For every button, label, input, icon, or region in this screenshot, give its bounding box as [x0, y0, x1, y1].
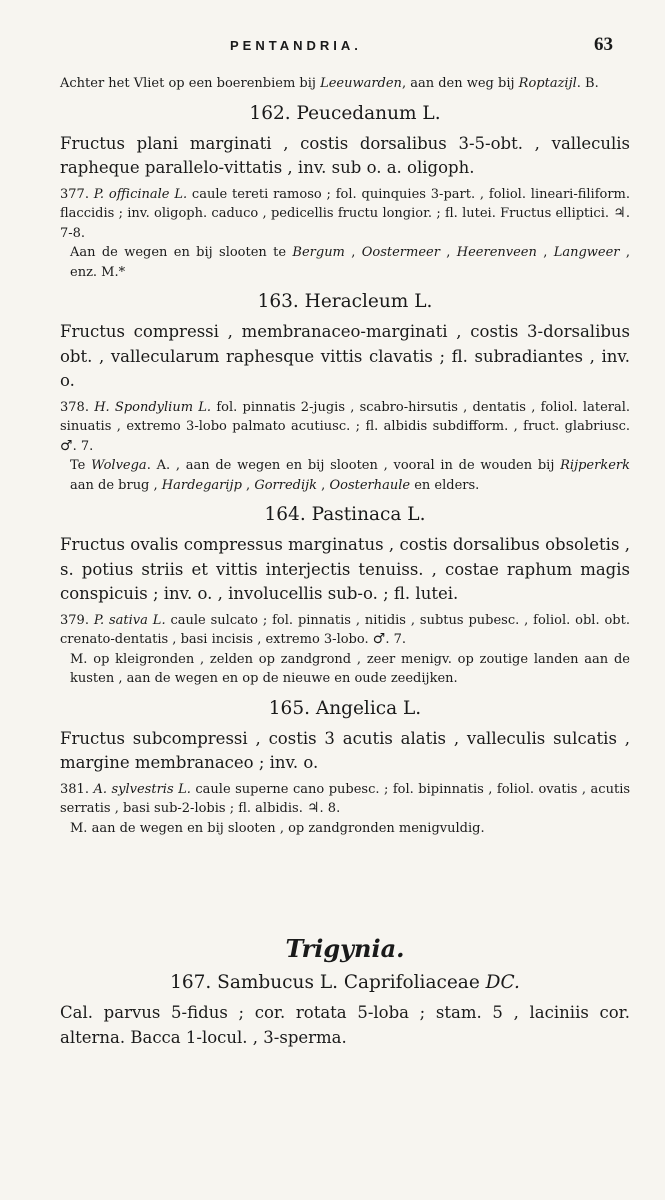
text-run: , [241, 477, 255, 493]
botanical-symbol: ♂ [372, 631, 386, 647]
text-run: . B. [576, 76, 599, 91]
text-run: Aan de wegen en bij slooten te [70, 245, 293, 260]
text-run: Gorredijk [254, 477, 318, 493]
species-entry [60, 456, 630, 495]
text-run: Leeuwarden [320, 76, 402, 91]
species-entry [60, 185, 630, 244]
text-run: 162. Peucedanum L. [249, 102, 441, 124]
text-run: . 7. [72, 438, 94, 454]
text-run: P. sativa L. [93, 612, 166, 628]
species-entry [60, 74, 630, 94]
genus-heading [60, 503, 630, 527]
text-run: A. sylvestris L. [93, 781, 191, 797]
text-run: , [344, 245, 362, 260]
text-run: Cal. parvus 5-fidus ; cor. rotata 5-loba ; stam. 5 , laciniis cor. alterna. Bacca 1-locul. , 3-sperma. [60, 1003, 630, 1047]
text-run: Fructus plani marginati , costis dorsalibus 3-5-obt. , valleculis rapheque parallelo-vittatis , inv. sub o. a. oligoph. [60, 133, 630, 177]
page-number: 63 [594, 34, 613, 55]
botanical-symbol: ♃ [613, 205, 626, 221]
genus-heading [60, 290, 630, 314]
text-run: . 8. [319, 801, 341, 816]
species-entry [60, 780, 630, 819]
text-run: P. officinale L. [93, 186, 188, 202]
text-run: Roptazijl [518, 76, 577, 91]
text-run: Oostermeer [361, 245, 440, 260]
text-run: , [536, 245, 554, 260]
text-run: Fructus compressi , membranaceo-marginati , costis 3-dorsalibus obt. , vallecularum raphesque vittis clavatis ; fl. subradiantes , inv. o. [60, 322, 630, 390]
genus-heading [60, 102, 630, 126]
page-header [60, 34, 625, 60]
text-run: Oosterhaule [329, 477, 411, 493]
text-run: Bergum [292, 245, 345, 260]
species-entry [60, 819, 630, 839]
text-run: 164. Pastinaca L. [264, 504, 426, 525]
text-run: Achter het Vliet op een boerenbiem bij [60, 76, 321, 91]
genus-description [60, 533, 630, 607]
genus-description [60, 727, 630, 776]
genus-heading [60, 697, 630, 721]
page-body [60, 74, 630, 1054]
text-run: , [317, 477, 330, 493]
text-run: 163. Heracleum L. [257, 291, 433, 312]
species-entry [60, 611, 630, 650]
botanical-symbol: ♃ [306, 800, 320, 816]
species-entry [60, 398, 630, 457]
text-run: Trigynia. [285, 934, 405, 963]
text-run: caule sulcato ; fol. pinnatis , nitidis , subtus pubesc. , foliol. obl. obt. crenato-dentatis , basi incisis , extremo 3-lobo. [60, 612, 630, 647]
text-run: M. op kleigronden , zelden op zandgrond , zeer menigv. op zoutige landen aan de kusten , aan de wegen en op de nieuwe en oude zeedijken. [70, 651, 630, 686]
text-run: 167. Sambucus L. Caprifoliaceae [170, 972, 486, 993]
text-run: Heerenveen [456, 245, 537, 260]
text-run: aan de brug , [70, 477, 162, 493]
text-run: . A. , aan de wegen en bij slooten , vooral in de wouden bij [146, 458, 561, 473]
text-run: caule tereti ramoso ; fol. quinquies 3-part. , foliol. lineari-filiform. flaccidis ; inv. oligoph. caduco , pedicellis fructu longior. ; fl. lutei. Fructus elliptici. [60, 186, 631, 221]
text-run: M. aan de wegen en bij slooten , op zandgronden menigvuldig. [70, 820, 485, 836]
text-run: Hardegarijp [161, 477, 242, 493]
running-title: PENTANDRIA. [230, 38, 362, 53]
text-run: 378. [60, 399, 95, 415]
text-run: Fructus subcompressi , costis 3 acutis alatis , valleculis sulcatis , margine membranaceo ; inv. o. [60, 728, 630, 772]
text-run: Te [70, 458, 92, 473]
text-run: Wolvega [91, 458, 147, 473]
species-entry [60, 650, 630, 689]
text-run: caule superne cano pubesc. ; fol. bipinnatis , foliol. ovatis , acutis serratis , basi sub-2-lobis ; fl. albidis. [60, 781, 631, 816]
text-run: , aan den weg bij [401, 76, 519, 91]
section-heading [60, 934, 630, 963]
genus-description [60, 132, 630, 181]
genus-heading [60, 971, 630, 995]
text-run: DC. [485, 972, 520, 993]
text-run: . 7. [385, 632, 406, 647]
genus-description [60, 1001, 630, 1050]
text-run: Langweer [553, 245, 620, 260]
text-run: Fructus ovalis compressus marginatus , costis dorsalibus obsoletis , s. potius striis et vittis interjectis tenuiss. , costae raphum magis conspicuis ; inv. o. , involucellis sub-o. ; fl. lutei. [60, 535, 630, 603]
text-run: 377. [60, 186, 94, 202]
text-run: 379. [60, 612, 94, 628]
text-run: 165. Angelica L. [268, 697, 422, 719]
text-run: , [439, 245, 457, 260]
text-run: Rijperkerk [560, 458, 630, 473]
text-run: 381. [60, 781, 94, 797]
species-entry [60, 243, 630, 282]
genus-description [60, 320, 630, 394]
botanical-symbol: ♂ [60, 437, 73, 454]
text-run: H. Spondylium L. [94, 399, 212, 415]
text-run: , enz. M.* [70, 245, 630, 280]
text-run: fol. pinnatis 2-jugis , scabro-hirsutis , dentatis , foliol. lateral. sinuatis , extremo 3-lobo palmato acutiusc. ; fl. albidis subdifform. , fruct. glabriusc. [60, 399, 631, 434]
text-run: en elders. [410, 477, 480, 493]
text-run: . 7-8. [60, 206, 630, 241]
